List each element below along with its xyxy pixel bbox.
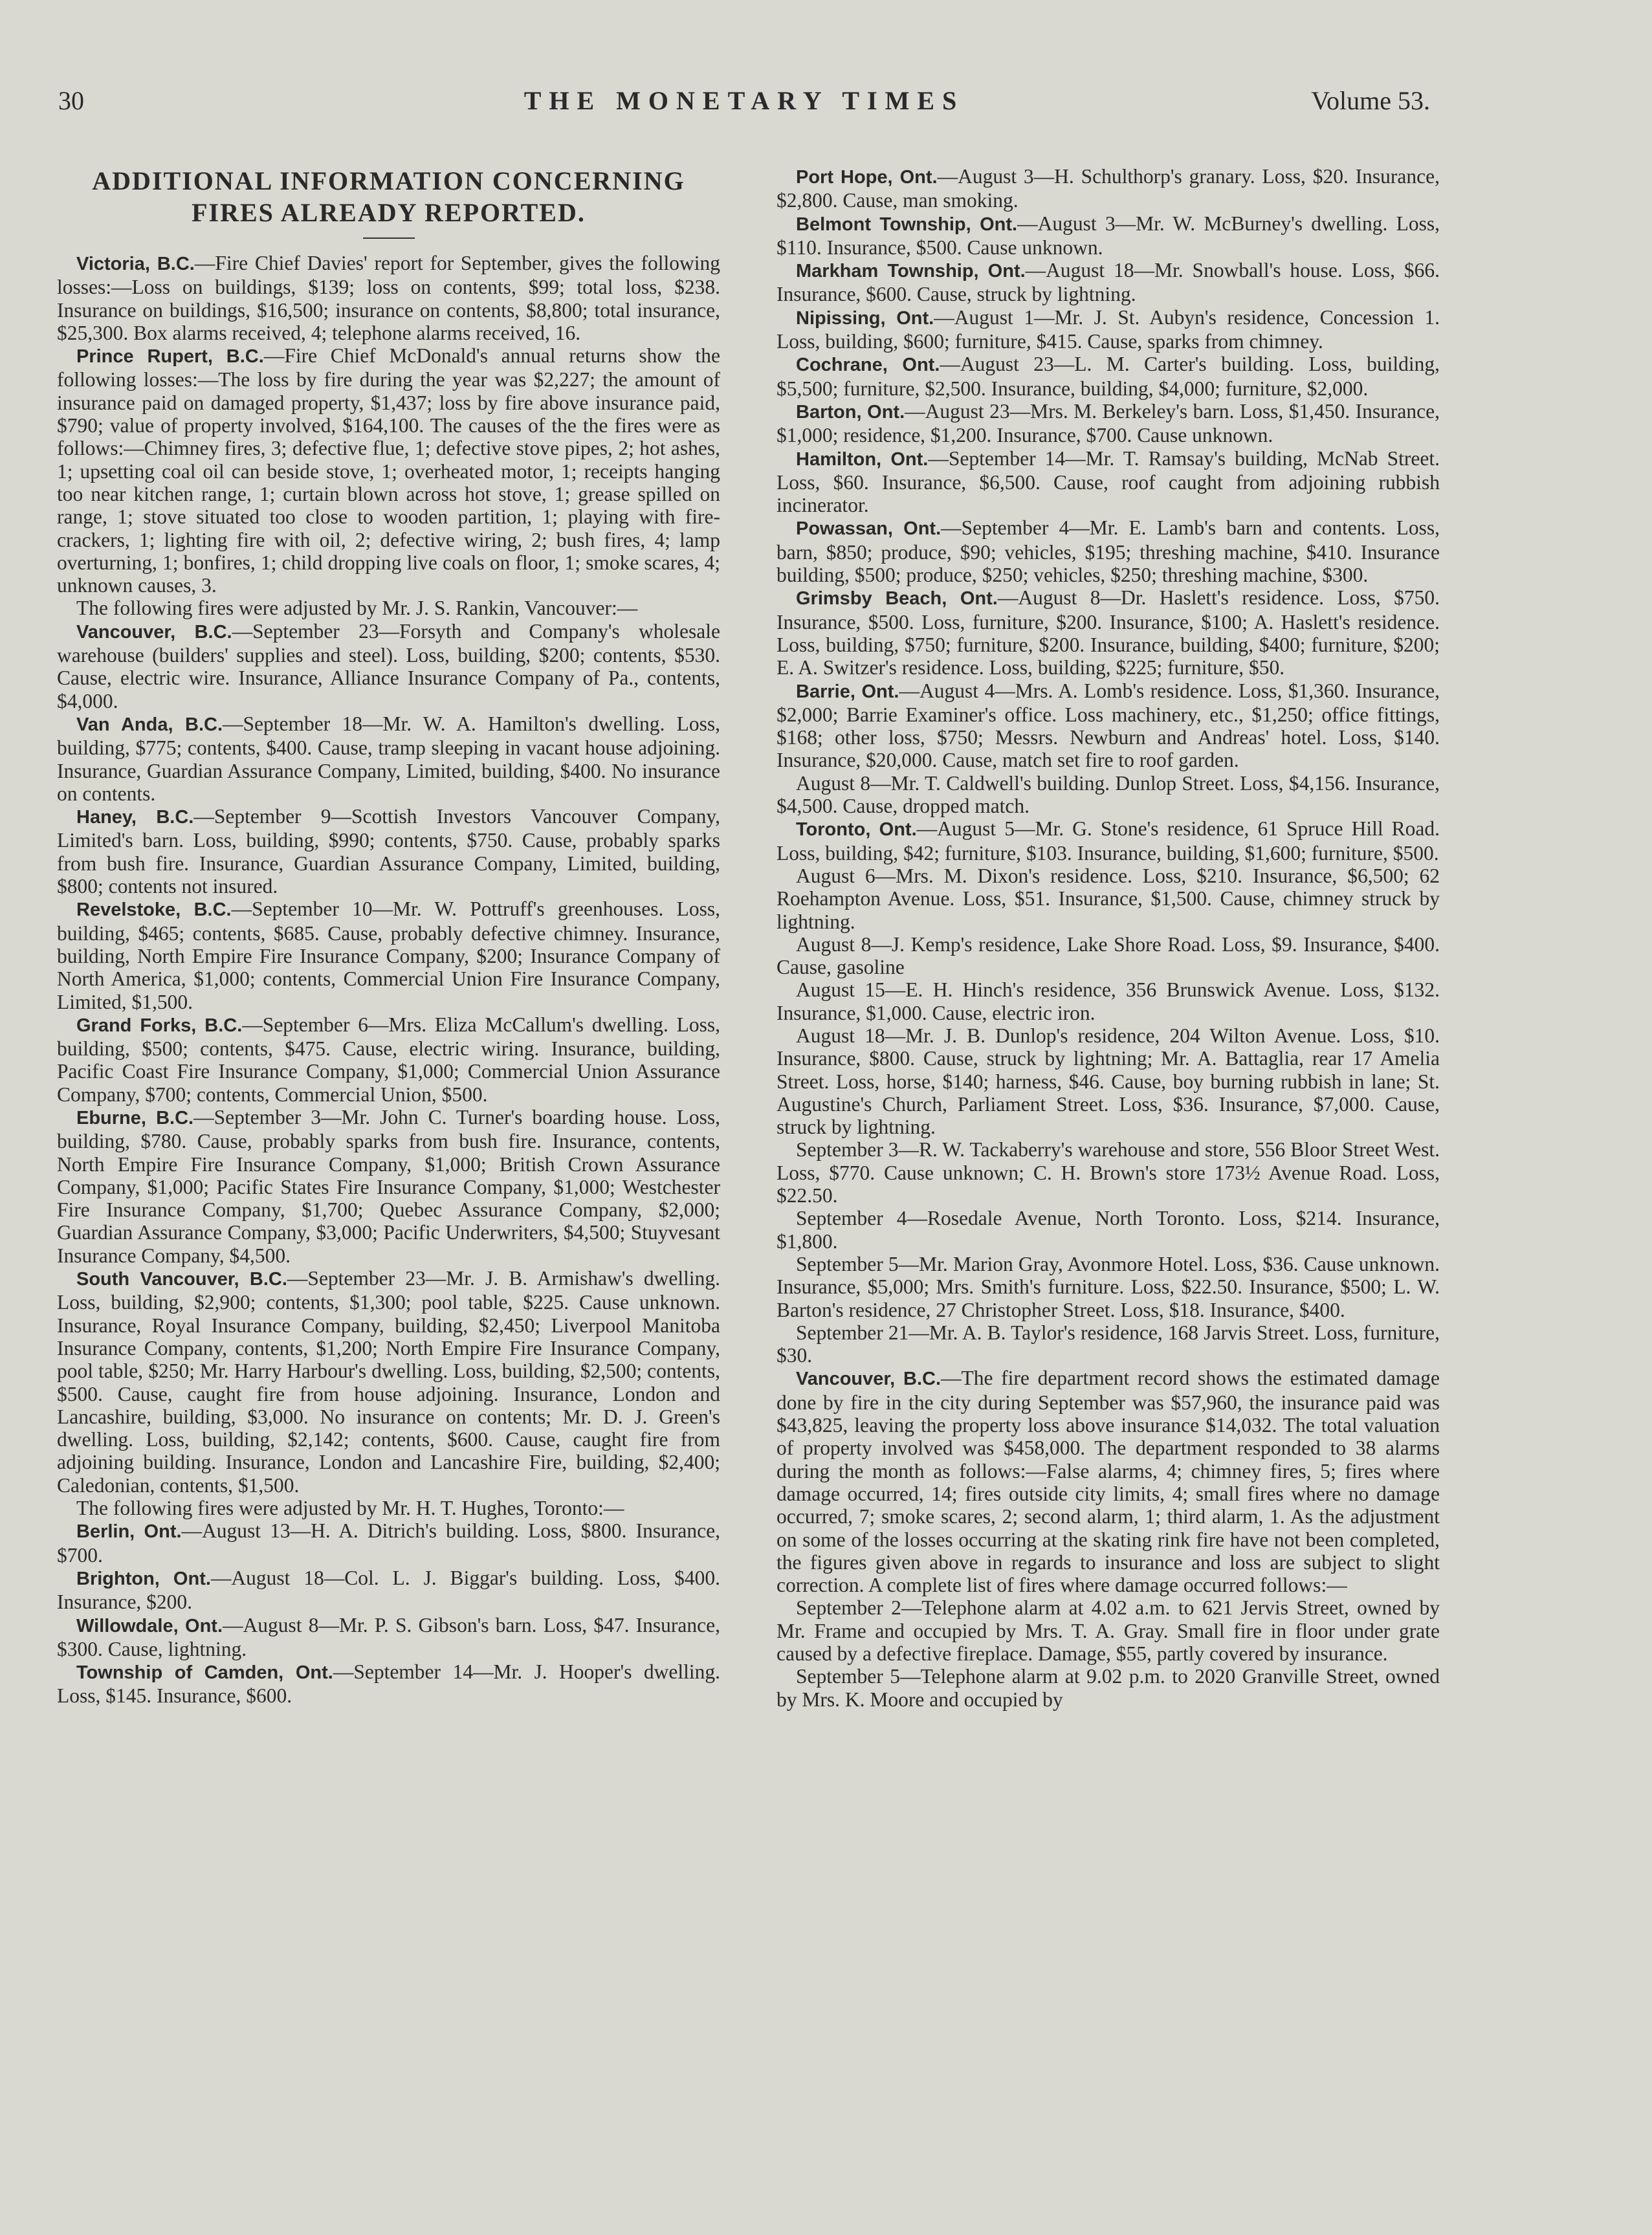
report-paragraph <box>776 516 1440 586</box>
report-paragraph <box>57 897 720 1013</box>
report-text: —The fire department record shows the estimated damage done by fire in the city during September was $57,960, the insurance paid was $43,825, leaving the property loss above insurance $14,032. The total valuation of property involved was $458,000. The department responded to 38 alarms during the month as follows:—False alarms, 4; chimney fires, 5; fires where damage occurred, 14; fires outside city limits, 4; small fires where no damage occurred, 7; smoke scares, 2; second alarm, 1; third alarm, 1. As the adjustment on some of the losses occurring at the skating rink fire have not been completed, the figures given above in regards to insurance and loss are subject to slight correction. A complete list of fires where damage occurred follows:— <box>776 1367 1440 1597</box>
headline-rule <box>363 237 415 239</box>
place-name: Vancouver, B.C. <box>796 1369 942 1390</box>
place-name: Willowdale, Ont. <box>76 1615 223 1636</box>
report-paragraph <box>776 978 1440 1024</box>
place-name: Port Hope, Ont. <box>796 167 938 188</box>
report-text: September 21—Mr. A. B. Taylor's residence, 168 Jarvis Street. Loss, furniture, $30. <box>776 1321 1440 1367</box>
report-paragraph <box>57 1567 720 1614</box>
place-name: Barrie, Ont. <box>796 681 899 702</box>
place-name: Haney, B.C. <box>76 807 194 828</box>
report-paragraph <box>776 1024 1440 1138</box>
report-text: August 8—Mr. T. Caldwell's building. Dunlop Street. Loss, $4,156. Insurance, $4,500. Cause, dropped match. <box>776 771 1440 818</box>
report-text: —September 3—Mr. John C. Turner's boarding house. Loss, building, $780. Cause, probably sparks from bush fire. Insurance, contents, North Empire Fire Insurance Company, $1,000; British Crown Assurance Company, $1,000; Pacific States Fire Insurance Company, $1,000; Westchester Fire Insurance Company, $1,700; Quebec Assurance Company, $2,000; Guardian Assurance Company, $3,000; Pacific Underwriters, $4,500; Stuyvesant Insurance Company, $4,500. <box>57 1105 720 1267</box>
report-text: —August 4—Mrs. A. Lomb's residence. Loss, $1,360. Insurance, $2,000; Barrie Examiner's office. Loss machinery, etc., $1,250; office fittings, $168; other loss, $750; Messrs. Newburn and Andreas' hotel. Loss, $140. Insurance, $20,000. Cause, match set fire to roof garden. <box>776 679 1440 772</box>
place-name: South Vancouver, B.C. <box>76 1269 287 1290</box>
place-name: Victoria, B.C. <box>76 254 195 274</box>
report-text: —Fire Chief McDonald's annual returns show the following losses:—The loss by fire during the year was $2,227; the amount of insurance paid on damaged property, $1,437; loss by fire above insurance paid, $790; value of property involved, $164,100. The causes of the the fires were as follows:—Chimney fires, 3; defective flue, 1; defective stove pipes, 2; hot ashes, 1; upsetting coal oil can beside stove, 1; overheated motor, 1; receipts hanging too near kitchen range, 1; curtain blown across hot stove, 1; grease spilled on range, 1; stove situated too close to wooden partition, 1; playing with fire-crackers, 1; lighting fire with oil, 2; defective wiring, 2; bush fires, 4; lamp overturning, 1; bonfires, 1; child dropping live coals on floor, 1; smoke scares, 4; unknown causes, 3. <box>57 344 720 597</box>
report-paragraph <box>57 1013 720 1106</box>
report-text: —August 23—L. M. Carter's building. Loss, building, $5,500; furniture, $2,500. Insurance, building, $4,000; furniture, $2,000. <box>776 353 1440 400</box>
report-paragraph <box>776 1367 1440 1596</box>
report-paragraph <box>776 447 1440 517</box>
report-paragraph <box>57 1106 720 1267</box>
report-paragraph <box>776 306 1440 353</box>
report-text: —August 8—Dr. Haslett's residence. Loss, $750. Insurance, $500. Loss, furniture, $200. Insurance, $100; A. Haslett's residence. Loss, building, $750; furniture, $200. Insurance, building, $400; furniture, $200; E. A. Switzer's residence. Loss, building, $225; furniture, $50. <box>776 586 1440 679</box>
report-text: August 6—Mrs. M. Dixon's residence. Loss, $210. Insurance, $6,500; 62 Roehampton Avenue. Loss, $51. Insurance, $1,500. Cause, chimney struck by lightning. <box>776 864 1440 933</box>
place-name: Grimsby Beach, Ont. <box>796 588 998 610</box>
report-paragraph <box>776 1321 1440 1367</box>
report-paragraph <box>776 400 1440 447</box>
report-paragraph <box>776 212 1440 259</box>
report-text: September 2—Telephone alarm at 4.02 a.m. to 621 Jervis Street, owned by Mr. Frame and occupied by Mrs. T. A. Gray. Small fire in floor under grate caused by a defective fireplace. Damage, $55, partly covered by insurance. <box>776 1596 1440 1665</box>
place-name: Berlin, Ont. <box>76 1521 182 1543</box>
report-paragraph <box>776 1596 1440 1665</box>
report-text: The following fires were adjusted by Mr. H. T. Hughes, Toronto:— <box>76 1497 624 1520</box>
report-paragraph <box>57 1267 720 1497</box>
place-name: Toronto, Ont. <box>796 819 917 841</box>
report-text: —September 14—Mr. T. Ramsay's building, McNab Street. Loss, $60. Insurance, $6,500. Cause, roof caught from adjoining rubbish incinerator. <box>776 446 1440 517</box>
place-name: Revelstoke, B.C. <box>76 899 232 921</box>
report-paragraph <box>57 252 720 344</box>
report-paragraph <box>776 1138 1440 1207</box>
place-name: Cochrane, Ont. <box>796 355 940 376</box>
report-paragraph <box>776 586 1440 679</box>
place-name: Grand Forks, B.C. <box>76 1015 243 1036</box>
left-paragraphs <box>57 252 720 1708</box>
report-paragraph <box>57 597 720 619</box>
report-paragraph <box>776 772 1440 818</box>
report-text: —August 18—Col. L. J. Biggar's building. Loss, $400. Insurance, $200. <box>57 1566 720 1614</box>
place-name: Vancouver, B.C. <box>76 621 232 643</box>
report-text: —September 14—Mr. J. Hooper's dwelling. Loss, $145. Insurance, $600. <box>57 1660 720 1708</box>
report-text: —Fire Chief Davies' report for September, gives the following losses:—Loss on buildings, $139; loss on contents, $99; total loss, $238. Insurance on buildings, $16,500; insurance on contents, $8,800; total insurance, $25,300. Box alarms received, 4; telephone alarms received, 16. <box>57 252 720 344</box>
report-paragraph <box>776 864 1440 933</box>
right-paragraphs <box>776 165 1440 1711</box>
report-text: —August 3—H. Schulthorp's granary. Loss, $20. Insurance, $2,800. Cause, man smoking. <box>776 165 1440 212</box>
report-paragraph <box>57 712 720 805</box>
report-paragraph <box>57 1497 720 1519</box>
report-paragraph <box>57 805 720 897</box>
report-text: —September 18—Mr. W. A. Hamilton's dwelling. Loss, building, $775; contents, $400. Cause, tramp sleeping in vacant house adjoining. Insurance, Guardian Assurance Company, Limited, building, $400. No insurance on contents. <box>57 712 720 805</box>
report-paragraph <box>57 1660 720 1708</box>
article-headline: ADDITIONAL INFORMATION CONCERNING FIRES ALREADY REPORTED. <box>92 166 685 227</box>
report-text: —September 23—Forsyth and Company's wholesale warehouse (builders' supplies and steel). Loss, building, $200; contents, $530. Cause, electric wire. Insurance, Alliance Insurance Company of Pa., contents, $4,000. <box>57 619 720 712</box>
report-text: August 8—J. Kemp's residence, Lake Shore Road. Loss, $9. Insurance, $400. Cause, gasoline <box>776 932 1440 979</box>
place-name: Powassan, Ont. <box>796 518 942 540</box>
report-text: September 5—Mr. Marion Gray, Avonmore Hotel. Loss, $36. Cause unknown. Insurance, $5,000; Mrs. Smith's furniture. Loss, $22.50. Insurance, $500; L. W. Barton's residence, 27 Christopher Street. Loss, $18. Insurance, $400. <box>776 1252 1440 1321</box>
place-name: Brighton, Ont. <box>76 1568 211 1589</box>
report-paragraph <box>57 1614 720 1661</box>
report-paragraph <box>57 344 720 597</box>
left-column <box>57 165 720 2203</box>
masthead: THE MONETARY TIMES <box>523 86 965 115</box>
report-text: —September 23—Mr. J. B. Armishaw's dwelling. Loss, building, $2,900; contents, $1,300; pool table, $225. Cause unknown. Insurance, Royal Insurance Company, building, $2,450; Liverpool Manitoba Insurance Company, contents, $1,200; North Empire Fire Insurance Company, pool table, $250; Mr. Harry Harbour's dwelling. Loss, building, $2,500; contents, $500. Cause, caught fire from house adjoining. Insurance, London and Lancashire, building, $3,000. No insurance on contents; Mr. D. J. Green's dwelling. Loss, building, $2,142; contents, $600. Cause, caught fire from adjoining building. Insurance, London and Lancashire Fire, building, $2,400; Caledonian, contents, $1,500. <box>57 1267 720 1497</box>
report-paragraph <box>776 1207 1440 1253</box>
volume-label: Volume 53. <box>1311 86 1430 115</box>
report-text: —September 9—Scottish Investors Vancouver Company, Limited's barn. Loss, building, $990; contents, $750. Cause, probably sparks from bush fire. Insurance, Guardian Assurance Company, Limited, building, $800; contents not insured. <box>57 805 720 898</box>
report-paragraph <box>57 1519 720 1567</box>
report-paragraph <box>776 353 1440 400</box>
report-text: —August 3—Mr. W. McBurney's dwelling. Loss, $110. Insurance, $500. Cause unknown. <box>776 212 1440 259</box>
report-text: September 4—Rosedale Avenue, North Toronto. Loss, $214. Insurance, $1,800. <box>776 1207 1440 1253</box>
place-name: Nipissing, Ont. <box>796 307 934 329</box>
report-paragraph <box>776 817 1440 864</box>
report-paragraph <box>776 1253 1440 1321</box>
report-paragraph <box>57 620 720 712</box>
report-text: —August 5—Mr. G. Stone's residence, 61 Spruce Hill Road. Loss, building, $42; furniture, $103. Insurance, building, $1,600; furniture, $500. <box>776 817 1440 864</box>
report-text: September 3—R. W. Tackaberry's warehouse and store, 556 Bloor Street West. Loss, $770. Cause unknown; C. H. Brown's store 173½ Avenue Road. Loss, $22.50. <box>776 1138 1440 1207</box>
report-text: —September 6—Mrs. Eliza McCallum's dwelling. Loss, building, $500; contents, $475. Cause, electric wiring. Insurance, building, Pacific Coast Fire Insurance Company, $1,000; Commercial Union Assurance Company, $700; contents, Commercial Union, $500. <box>57 1013 720 1106</box>
report-text: —August 8—Mr. P. S. Gibson's barn. Loss, $47. Insurance, $300. Cause, lightning. <box>57 1613 720 1660</box>
report-paragraph <box>776 1665 1440 1711</box>
report-text: —September 10—Mr. W. Pottruff's greenhouses. Loss, building, $465; contents, $685. Cause, probably defective chimney. Insurance, building, North Empire Fire Insurance Company, $200; Insurance Company of North America, $1,000; contents, Commercial Union Fire Insurance Company, Limited, $1,500. <box>57 897 720 1013</box>
report-paragraph <box>776 259 1440 306</box>
report-text: —August 18—Mr. Snowball's house. Loss, $66. Insurance, $600. Cause, struck by lightning. <box>776 259 1440 306</box>
report-text: —September 4—Mr. E. Lamb's barn and contents. Loss, barn, $850; produce, $90; vehicles, $195; threshing machine, $410. Insurance building, $500; produce, $250; vehicles, $250; threshing machine, $300. <box>776 516 1440 587</box>
place-name: Van Anda, B.C. <box>76 714 223 735</box>
report-paragraph <box>776 679 1440 772</box>
report-text: September 5—Telephone alarm at 9.02 p.m. to 2020 Granville Street, owned by Mrs. K. Moore and occupied by <box>776 1665 1440 1711</box>
place-name: Hamilton, Ont. <box>796 448 929 470</box>
place-name: Barton, Ont. <box>796 401 905 423</box>
place-name: Eburne, B.C. <box>76 1107 194 1129</box>
place-name: Prince Rupert, B.C. <box>76 346 264 368</box>
page-number: 30 <box>58 86 84 115</box>
report-paragraph <box>776 933 1440 979</box>
report-text: August 18—Mr. J. B. Dunlop's residence, 204 Wilton Avenue. Loss, $10. Insurance, $800. Cause, struck by lightning; Mr. A. Battaglia, rear 17 Amelia Street. Loss, horse, $140; harness, $46. Cause, boy burning rubbish in lane; St. Augustine's Church, Parliament Street. Loss, $36. Insurance, $7,000. Cause, struck by lightning. <box>776 1024 1440 1139</box>
report-text: August 15—E. H. Hinch's residence, 356 Brunswick Avenue. Loss, $132. Insurance, $1,000. Cause, electric iron. <box>776 978 1440 1024</box>
report-text: —August 13—H. A. Ditrich's building. Loss, $800. Insurance, $700. <box>57 1519 720 1567</box>
page-header <box>58 85 1430 122</box>
place-name: Belmont Township, Ont. <box>796 214 1018 235</box>
report-text: —August 23—Mrs. M. Berkeley's barn. Loss, $1,450. Insurance, $1,000; residence, $1,200. Insurance, $700. Cause unknown. <box>776 399 1440 447</box>
right-column <box>776 165 1440 2203</box>
report-text: The following fires were adjusted by Mr. J. S. Rankin, Vancouver:— <box>76 597 638 620</box>
report-paragraph <box>776 165 1440 212</box>
place-name: Markham Township, Ont. <box>796 261 1026 282</box>
place-name: Township of Camden, Ont. <box>76 1662 333 1684</box>
report-text: —August 1—Mr. J. St. Aubyn's residence, Concession 1. Loss, building, $600; furniture, $415. Cause, sparks from chimney. <box>776 305 1440 353</box>
